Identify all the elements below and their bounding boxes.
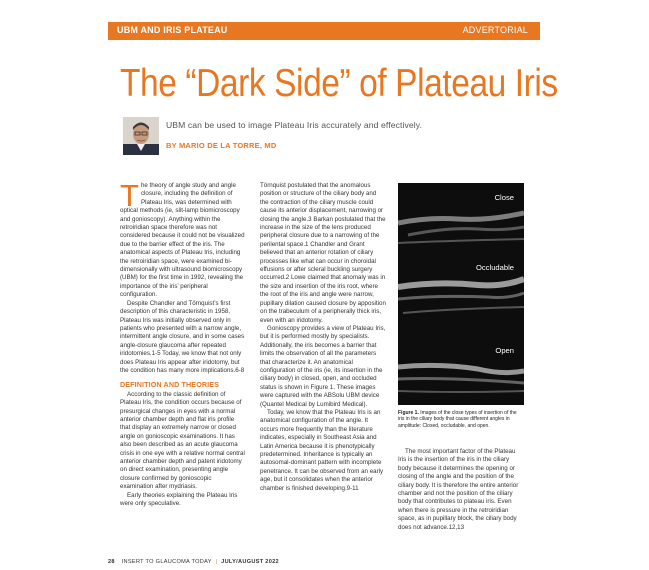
paragraph: Törnquist postulated that the anomalous position or structure of the ciliary body and the contraction of the ciliary muscle could cause its anterior displacement, narrowing or closing the angle.3 Barkan postulated that the increase in the size of the lens produced peripheral closure due to a narrowing of the perilental space.1 Chandler and Grant believed that an anterior rotation of ciliary processes like what can occur in choroidal effusions or after scleral buckling surgery occurred.2 Lowe claimed that anomaly was in the size and insertion of the iris root, where the root of the iris and angle were narrow, pupillary dilation caused closure by apposition on the trabeculum of a peripherally thick iris, even with an iridotomy.	[260, 182, 386, 324]
figure-caption	[398, 410, 524, 429]
article-subtitle: UBM can be used to image Plateau Iris accurately and effectively.	[166, 120, 423, 130]
section-subhead: DEFINITION AND THEORIES	[120, 380, 220, 390]
panel-label: Close	[494, 193, 514, 202]
paragraph: Despite Chandler and Törnquist’s first description of this characteristic in 1958, Plateau Iris was initially observed only in patients who presented with a narrow angle, intermittent angle closure, and in some cases angle-closure glaucoma after repeated iridotomies.1-5 Today, we know that not only does Plateau Iris appear after iridotomy, but the condition has many more implications.6-8	[120, 299, 245, 374]
publication-name: INSERT TO GLAUCOMA TODAY	[121, 559, 212, 565]
text-column-2	[260, 182, 386, 493]
ubm-panel-occludable	[398, 257, 524, 331]
paragraph: Gonioscopy provides a view of Plateau Iris, but it is performed mostly by specialists. Additionally, the iris becomes a barrier that limits the observation of all the parameters that characterize it. An anatomical configuration of the iris (ie, its insertion in the ciliary body) in closed, open, and occluded status is shown in Figure 1. These images were captured with the ABSolu UBM device (Quantel Medical by Lumibird Medical).	[260, 324, 386, 408]
page-number: 28	[108, 559, 115, 565]
footer-separator: |	[215, 559, 218, 565]
ubm-panel-open	[398, 331, 524, 405]
panel-label: Occludable	[476, 263, 514, 272]
issue-date: JULY/AUGUST 2022	[221, 559, 279, 565]
paragraph: he theory of angle study and angle closure, including the definition of Plateau Iris, was determined with optical methods (ie, slit-lamp biomicroscopy and gonioscopy). Anything within the retroiridian space therefore was not considered because it could not be visualized due to the barrier effect of the iris. The anatomical aspects of Plateau Iris, including the retroiridian space, were examined bi-dimensionally with ultrasound biomicroscopy (UBM) for the first time in 1992, revealing the importance of the iris’ peripheral configuration.	[120, 182, 245, 299]
section-header-bar	[108, 22, 540, 40]
author-photo	[123, 117, 159, 155]
ubm-figure	[398, 183, 524, 405]
ubm-panel-close	[398, 183, 524, 257]
author-byline: BY MARIO DE LA TORRE, MD	[166, 141, 277, 150]
advertorial-tag: ADVERTORIAL	[462, 25, 528, 35]
caption-text: Images of the close types of insertion of the iris in the ciliary body that cause different angles in amplitude: Closed, occludable, and open.	[398, 410, 517, 429]
drop-cap: T	[120, 178, 139, 213]
text-column-3	[398, 448, 524, 532]
caption-label: Figure 1.	[398, 410, 419, 416]
article-title: The “Dark Side” of Plateau Iris	[120, 62, 558, 105]
paragraph: Today, we know that the Plateau Iris is an anatomical configuration of the angle. It occurs more frequently than the literature indicates, especially in Southeast Asia and Latin America because it is phenotypically predetermined. Inheritance is typically an autosomal-dominant pattern with incomplete penetrance. It can be observed from an early age, but it consolidates when the anterior chamber is finished developing.9-11	[260, 408, 384, 492]
panel-label: Open	[495, 346, 514, 355]
section-label: UBM AND IRIS PLATEAU	[117, 25, 228, 35]
paragraph: The most important factor of the Plateau Iris is the insertion of the iris in the ciliary body because it determines the opening or closing of the angle and the position of the ciliary body. It is therefore the entire anterior chamber and not the position of the ciliary body that contributes to plateau iris. Even when there is pressure in the retroiridian space, as in pupillary block, the ciliary body does not advance.12,13	[398, 448, 519, 531]
paragraph: According to the classic definition of Plateau Iris, the condition occurs because of presurgical changes in eyes with a normal anterior chamber depth and flat iris profile that display an extremely narrow or closed angle on gonioscopic examinations. It has also been described as an acute glaucoma crisis in one eye with a relative normal central anterior chamber depth and patent iridotomy on direct examination, presenting angle closure confirmed by gonioscopic examination after mydriasis.	[120, 390, 245, 491]
page-footer	[108, 559, 279, 565]
paragraph: Early theories explaining the Plateau Iris were only speculative.	[120, 491, 238, 508]
text-column-1	[120, 178, 246, 508]
